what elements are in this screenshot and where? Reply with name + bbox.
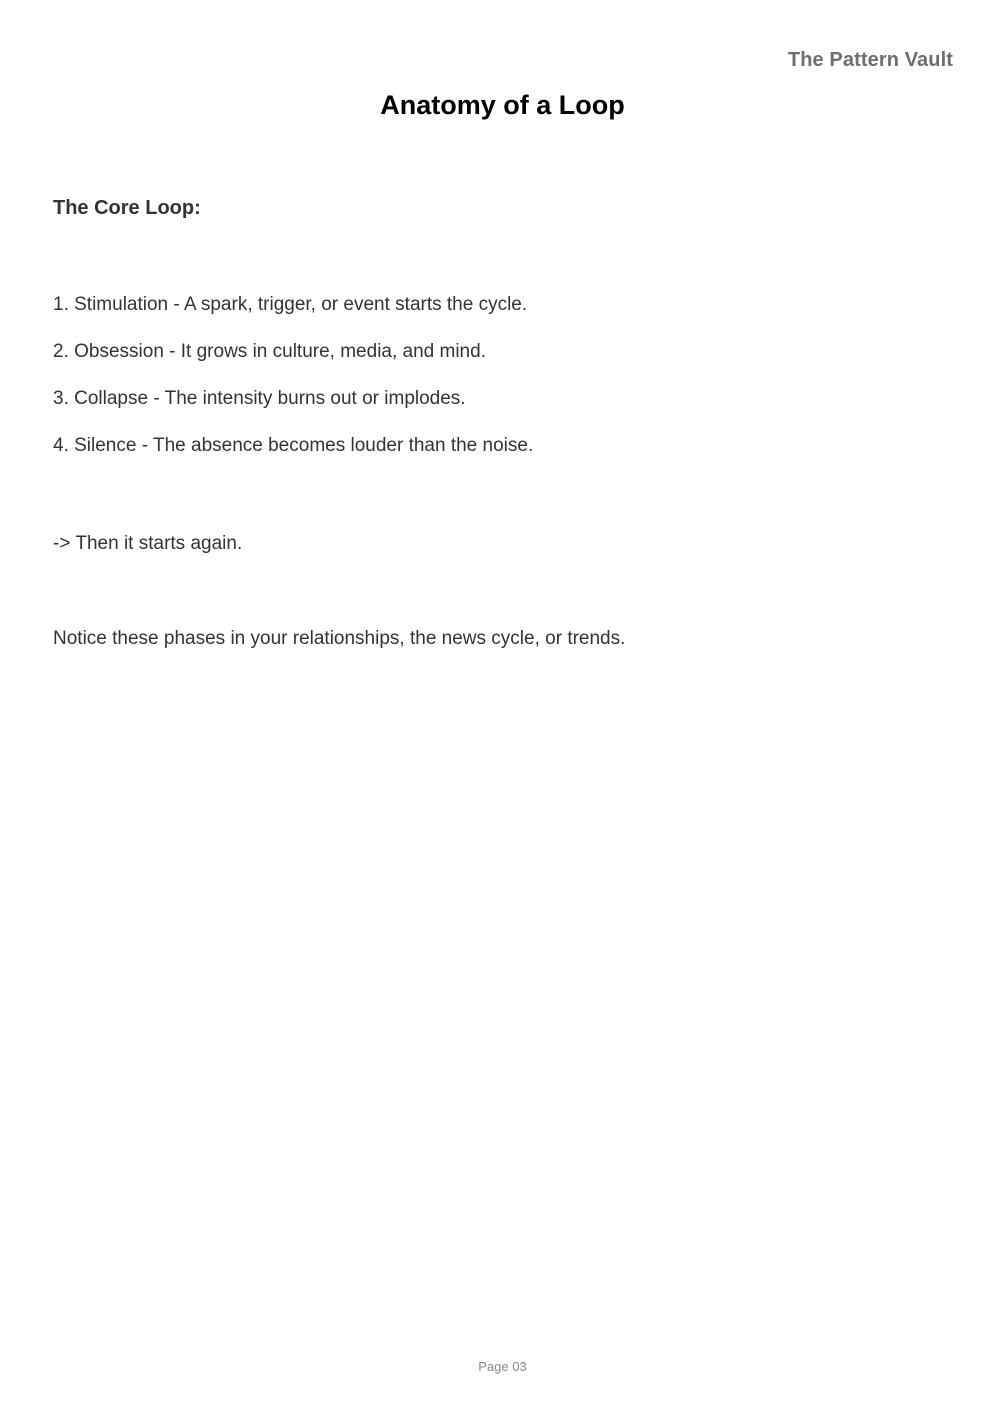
loop-steps-list bbox=[53, 291, 533, 479]
section-heading: The Core Loop: bbox=[53, 197, 201, 219]
closing-paragraph: Notice these phases in your relationships, the news cycle, or trends. bbox=[53, 628, 626, 649]
list-item-step-3: 3. Collapse - The intensity burns out or implodes. bbox=[53, 388, 466, 409]
brand-name: The Pattern Vault bbox=[787, 49, 953, 71]
list-item-step-4: 4. Silence - The absence becomes louder than the noise. bbox=[53, 435, 534, 456]
page-number: Page 03 bbox=[478, 1359, 527, 1374]
list-item-step-1: 1. Stimulation - A spark, trigger, or event starts the cycle. bbox=[53, 294, 528, 315]
list-item-step-2: 2. Obsession - It grows in culture, media, and mind. bbox=[53, 341, 486, 362]
page-title: Anatomy of a Loop bbox=[380, 90, 625, 120]
loop-note: -> Then it starts again. bbox=[53, 533, 243, 554]
